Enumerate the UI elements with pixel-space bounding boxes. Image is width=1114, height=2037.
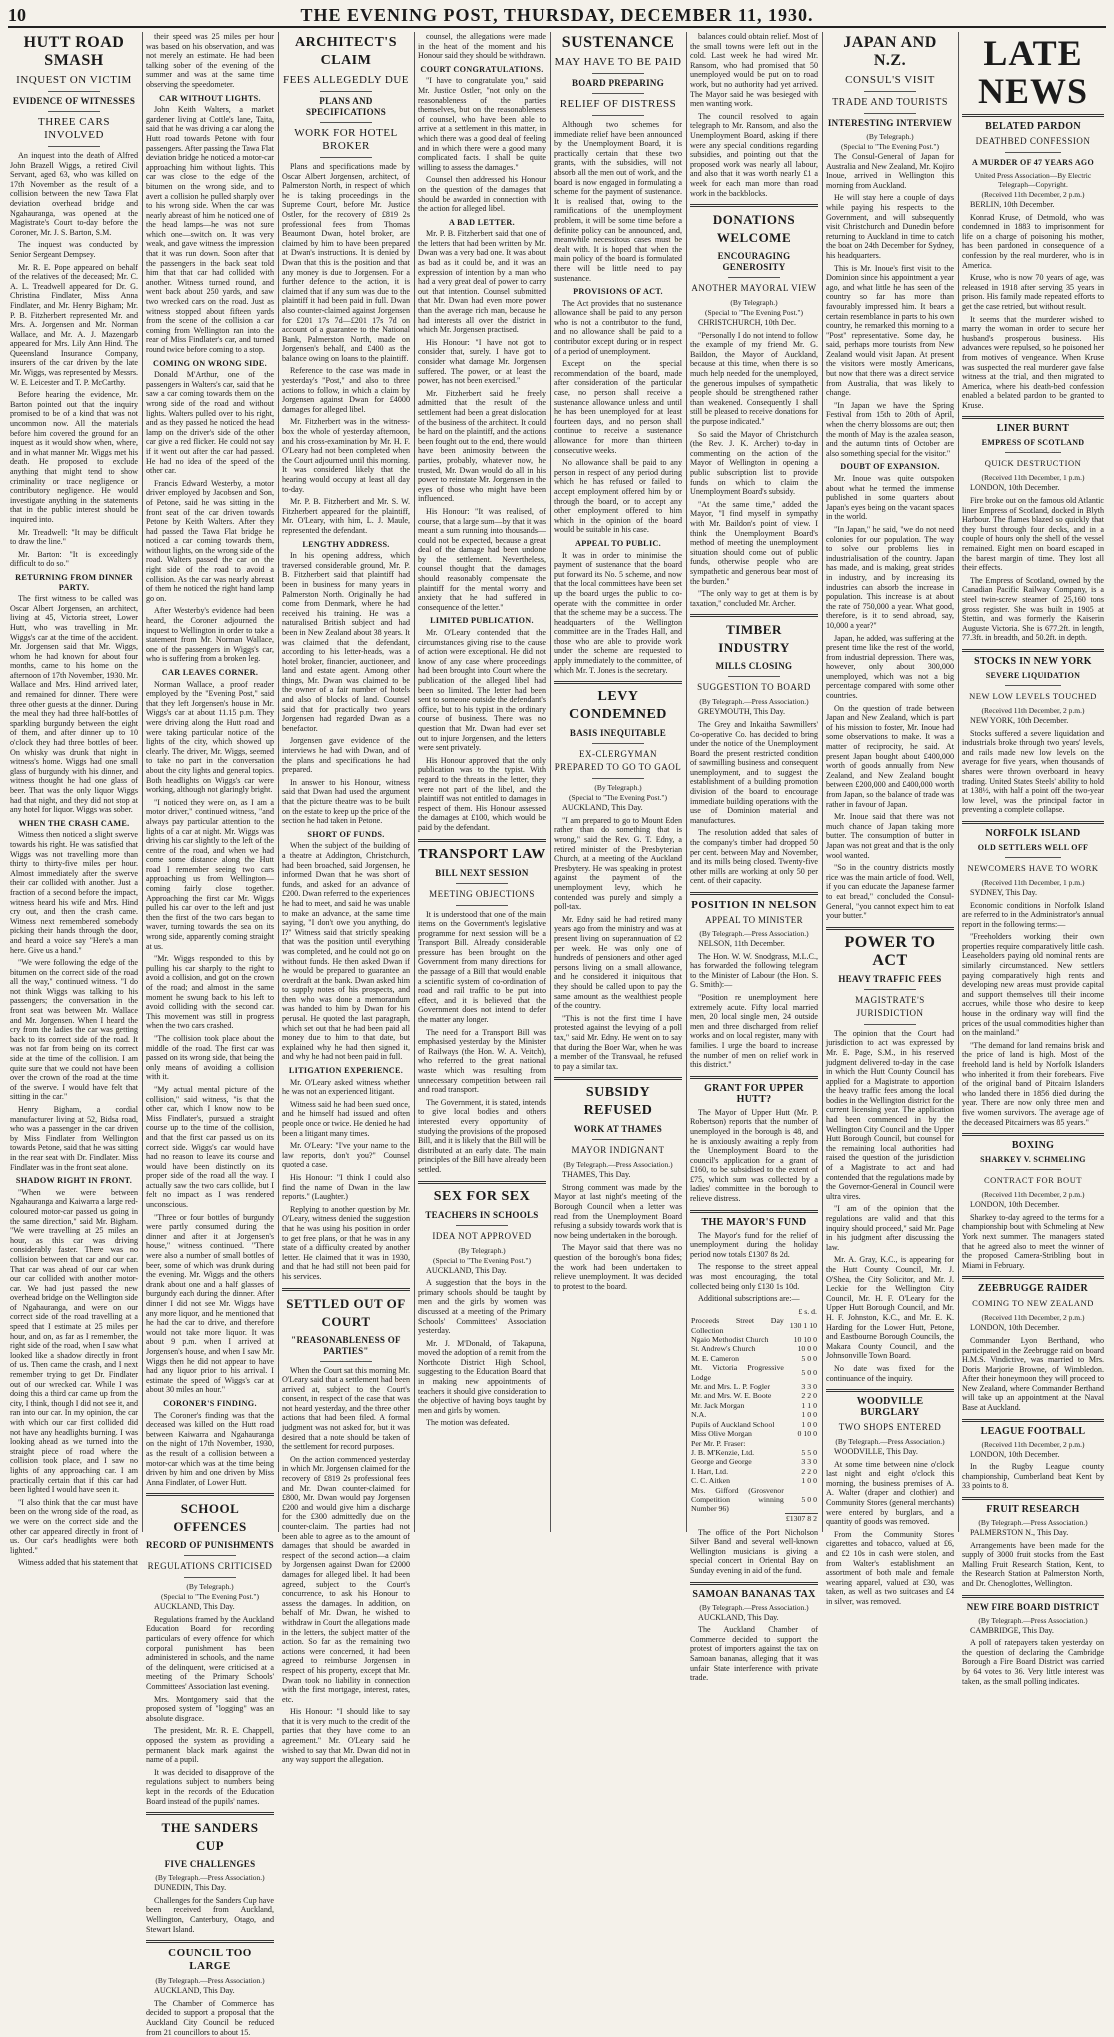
deck: MAYOR INDIGNANT <box>571 1145 665 1156</box>
table-row: Miss Olive Morgan 0 10 0 <box>691 1429 817 1439</box>
paragraph: No allowance shall be paid to any person in respect of any period during which he has refused or failed to accept employment offered him by or through the board, or to accept any other employment offered to him which in the opinion of the board would be suitable in his case. <box>554 458 682 535</box>
subheading: DOUBT OF EXPANSION. <box>840 462 940 472</box>
paragraph: Arrangements have been made for the supply of 3000 fruit stocks from the East Malling Fruit Research Station, Kent, to the Research Station at Palmerston North, and Dr. Chenoglottes, Wellington. <box>962 1540 1104 1588</box>
byline: (By Telegraph.) <box>186 1582 234 1592</box>
byline: (By Telegraph.) <box>866 132 914 141</box>
subheading: PROVISIONS OF ACT. <box>573 287 663 297</box>
paragraph: The Coroner's finding was that the deceased was killed on the Hutt road between Kaiwarra and Ngahauranga on the night of 17th November, 1930, as the result of a collision between a motor-car which was at the time being driven by him and one driven by Miss Anna Findlater, of Lower Hutt. <box>146 1410 274 1487</box>
dateline: (Received 11th December, 2 p.m.) <box>981 705 1085 715</box>
subheading: LIMITED PUBLICATION. <box>430 616 534 626</box>
table-row: Proceeds Street Day Collection 130 1 10 <box>691 1316 817 1335</box>
paragraph: PALMERSTON N., This Day. <box>970 1528 1069 1538</box>
paragraph: Mr. Barton: "It is exceedingly difficult to do so." <box>10 549 138 569</box>
paragraph: The first witness to be called was Oscar Albert Jorgensen, an architect, living at 45, Victoria street, Lower Hutt, who was travelling in Mr. Wiggs's car at the time of the accident. Mr. Jorgensen said that Mr. Wiggs, whom he had known for about four months, came to his home on the afternoon of 17th November, 1930. Mr. Wallace and Mrs. Hind arrived later, and remained for dinner. There were three other guests at the dinner. During the meal they had three half-bottles of sparkling burgundy between the eight of them, and after dinner up to 10 o'clock they had three bottles of beer. On whisky was drunk that night in witness's home. Wiggs had one small glass of burgundy with his dinner, and witness thought he had one glass of beer. That was the only liquor Wiggs had that night, and they did not stop at any hotel for liquor. Wiggs was sober. <box>10 594 138 815</box>
deck: FEES ALLEGEDLY DUE <box>282 74 410 86</box>
deck: FIVE CHALLENGES <box>164 1859 256 1870</box>
paragraph: The opinion that the Court had jurisdiction to act was expressed by Mr. E. Page, S.M., in his reserved judgment delivered to-day in the case in which the Hutt County Council has applied for a Magistrate to apportion the heavy traffic fees among the local bodies in the Wellington district for the current licensing year. The application had been commenced in by the Wellington City Council and the Upper Hutt Borough Council, but counsel for the remaining local authorities had raised the question of the jurisdiction of a Magistrate to act and had contended that the regulations made by the Governor-General in Council were ultra vires. <box>826 1028 954 1201</box>
headline-donations-welcome: DONATIONS WELCOME <box>712 212 796 246</box>
table-row: Ngaio Methodist Church 10 10 0 <box>691 1335 817 1345</box>
headline-transport-law: TRANSPORT LAW <box>418 846 546 862</box>
paragraph: The Consul-General of Japan for Australia and New Zealand, Mr. Kojiro Inoue, arrived in Wellington this morning from Auckland. <box>826 152 954 190</box>
paragraph: When the subject of the building of a theatre at Addington, Christchurch, had been broached, said Jorgensen, he informed Dwan that he was short of funds, and asked for an advance of £200. Dwan referred to the experiences he had to meet, and said he was unable to make an advance, at the same time saying, "I don't owe you anything, do I?" Witness said that strictly speaking that was the position until everything was completed, and he could not go on without funds. He then asked Dwan if he would be prepared to guarantee an overdraft at the bank. Dwan asked him to supply notes of his prospects, and then who was done a memorandum was handed to him by Dwan for his perusal. He quoted the last paragraph, which set out that he had been paid all money due to him to that date, but explained why he had then signed it, and why he had not been paid in full. <box>282 841 410 1062</box>
deck: TWO SHOPS ENTERED <box>838 1422 942 1433</box>
deck: MAGISTRATE'S JURISDICTION <box>855 994 925 1018</box>
deck: ENCOURAGING GENEROSITY <box>717 251 791 273</box>
headline-sex-for-sex: SEX FOR SEX <box>433 1188 531 1204</box>
subheading: APPEAL TO PUBLIC. <box>574 538 661 548</box>
deck: REGULATIONS CRITICISED <box>147 1561 273 1572</box>
paragraph: Mr. R. E. Pope appeared on behalf of the relatives of the deceased; Mr. C. A. L. Treadwell appeared for Dr. G. Christina Findlater, Miss Anna Findlater, and Mr. Henry Bigham; Mr. P. B. Fitzherbert represented Mr. and Mrs. A. Jorgensen and Mr. Norman Wallace, and Mr. A. J. Mazengarb appeared for Mrs. Lily Ann Hind. The Queensland Insurance Company, insurers of the car driven by the late Mr. Wiggs, was represented by Messrs. W. E. Leicester and T. P. McCarthy. <box>10 262 138 387</box>
headline-new-fire-board-district: NEW FIRE BOARD DISTRICT <box>966 1601 1100 1612</box>
headline-subsidy-refused: SUBSIDY REFUSED <box>583 1085 653 1119</box>
headline-fruit-research: FRUIT RESEARCH <box>986 1504 1080 1516</box>
subheading: SHADOW RIGHT IN FRONT. <box>15 1176 133 1186</box>
paragraph: Although two schemes for immediate relief have been announced by the Unemployment Board, it is practically certain that these two grants, with the subsidies, will not absorb all the men out of work, and the board is now engaged in formulating a scheme for the payment of sustenance. It is realised that, owing to the ramifications of the unemployment problem, it will be some time before a definite policy can be announced, and, meanwhile necessitous cases must be dealt with. It is hoped that when the main policy of the board is formulated there will be little need to pay sustenance. <box>554 120 682 283</box>
paragraph: Henry Bigham, a cordial manufacturer living at 52, Bidsa road, who was a passenger in the car driven by Miss Findlater from Wellington towards Petone, said that he was sitting in the rear seat with Dr. Findlater. Miss Findlater was in the front seat alone. <box>10 1105 138 1172</box>
paragraph: "We were following the edge of the bitumen on the correct side of the road all the way," continued witness. "I do not think Wiggs was talking to his passengers; the conversation in the front seat was between Mr. Wallace and Mr. Jorgensen. When I heard the cry from the ladies the car was getting back to its correct side of the road. It was not far from being on its correct side at the time of the collision. I am quite sure that we could not have been over the crown of the road at the time of the swerve. I would have felt that sitting in the car." <box>10 958 138 1102</box>
paragraph: "At the same time," added the Mayor, "I find myself in sympathy with Mr. Baildon's point of view. I think the Unemployment Board's method of meeting the unemployment situation should come out of public funds, otherwise people who are sympathetic and generous bear most of the burden." <box>690 499 818 586</box>
paragraph: "I also think that the car must have been on the wrong side of the road, as we were on the correct side and the other car appeared directly in front of us. Our car's headlights were both lighted." <box>10 1497 138 1555</box>
headline-levy-condemned: LEVY CONDEMNED <box>569 689 667 723</box>
paragraph: The resolution added that sales of the company's timber had dropped 50 per cent. between May and November, and its mills being closed. Twenty-five other mills are working at only 50 per cent. of their capacity. <box>690 828 818 886</box>
column-7 <box>826 32 954 1606</box>
paragraph: Konrad Kruse, of Detmold, who was condemned in 1883 to imprisonment for life on a charge of poisoning his mother, has been pardoned in consequence of a confession by the real murderer, who is in America. <box>962 212 1104 270</box>
byline: (By Telegraph.—Press Association.) <box>699 697 809 707</box>
paragraph: counsel, the allegations were made in the heat of the moment and his Honour said they should be withdrawn. <box>418 32 546 61</box>
paragraph: Witness added that his statement that <box>18 1558 138 1568</box>
byline: (Special to "The Evening Post.") <box>841 142 939 151</box>
headline-league-football: LEAGUE FOOTBALL <box>980 1425 1086 1437</box>
dateline: (Received 11th December, 2 p.m.) <box>981 190 1085 199</box>
paragraph: Mr. Inoue said that there was not much chance of Japan taking more butter. The consumption of butter in Japan was not great and that is the only wool wanted. <box>826 812 954 860</box>
paragraph: "In Japan we have the Spring Festival from 15th to 20th of April, when the cherry blossoms are out; then the month of May is the azalea season, and the autumn tints of October are also something special for the visitor." <box>826 400 954 458</box>
headline-zeebrugge-raider: ZEEBRUGGE RAIDER <box>977 1283 1089 1295</box>
subheading: CAR LEAVES CORNER. <box>161 668 259 677</box>
paragraph: Witness then noticed a slight swerve towards his right. He was satisfied that Wiggs was not travelling more than thirty to thirty-five miles per hour. Almost immediately after the swerve their car collided with another. Just a fraction of a second before the impact, witness heard his wife and Mrs. Hind cry out, and then the crash came. Witness next remembered somebody picking their hands through the door, and heard a voice say "Here's a man here. Give us a hand." <box>10 830 138 955</box>
paragraph: Stocks suffered a severe liquidation and industrials broke through two years' levels, and rails made new low levels on the average for five years, when thousands of shares were thrown overboard in heavy trading. United States Steels' ability to hold at 138½, with half a point off the two-year low level, was the principal factor in preventing a complete collapse. <box>962 728 1104 815</box>
paragraph: LONDON, 10th December. <box>970 1200 1060 1210</box>
paragraph: "The collision took place about the middle of the road. The first car was passed on its wrong side, that being the only means of avoiding a collision with it. <box>146 1033 274 1082</box>
paragraph: Mr. P. B. Fitzherbert said that one of the letters that had been written by Mr. Dwan was a very bad one. It was about as bad as it could be, and it was an expression of intention by a man who had a very great deal of power to carry out that intention. Counsel submitted that Mr. Dwan had even more power than the average rich man, because he had interests all over the district in which Mr. Jorgensen practised. <box>418 229 546 335</box>
paragraph: A suggestion that the boys in the primary schools should be taught by men and the girls by women was discussed at a meeting of the Primary Schools' Committees' Association yesterday. <box>418 1278 546 1336</box>
byline: (By Telegraph.) <box>458 1245 506 1255</box>
deck: EMPRESS OF SCOTLAND <box>981 438 1085 448</box>
paragraph: "Three or four bottles of burgundy were partly consumed during the dinner and after it at Jorgensen's house," witness continued. "There were also a number of small bottles of beer, some of which was drunk during the evening. Mr. Wiggs and the others drank about one and a half glasses of burgundy each during the dinner. After dinner I did not see Mr. Wiggs have any more liquor, and he mentioned that he had the car to drive, and therefore would not take more liquor. It was about 9 p.m. when I arrived at Jorgensen's house, and when I saw Mr. Wiggs then he did not appear to have had any liquor prior to his arrival. I estimate the speed of Wiggs's car at about 30 miles an hour." <box>146 1212 274 1395</box>
paragraph: Economic conditions in Norfolk Island are referred to in the Administrator's annual report in the following terms:— <box>962 900 1104 929</box>
headline-settled-out-of-court: SETTLED OUT OF COURT <box>286 1295 406 1329</box>
paragraph: "This is not the first time I have protested against the levying of a poll tax," said Mr. Edny. He went on to say that during the Boer War, when he was a member of the Transvaal, he refused to pay a similar tax. <box>554 1013 682 1071</box>
deck: A MURDER OF 47 YEARS AGO <box>972 158 1094 167</box>
deck: TRADE AND TOURISTS <box>832 97 948 108</box>
paragraph: AUCKLAND, This Day. <box>154 1986 235 1996</box>
subheading: LENGTHY ADDRESS. <box>302 539 390 549</box>
table-row: Mr. Jack Morgan 1 1 0 <box>691 1400 817 1410</box>
deck: SUGGESTION TO BOARD <box>697 682 811 693</box>
paragraph: "Mr. Wiggs responded to this by pulling his car sharply to the right to avoid a collision, and got on the crown of the road; and almost in the same moment he swung back to his left to avoid colliding with the second car. This movement was still in progress when the two cars crashed. <box>146 954 274 1031</box>
table-row: Mr. and Mrs. W. E. Boote 2 2 0 <box>691 1391 817 1401</box>
subheading: COURT CONGRATULATIONS. <box>420 64 544 74</box>
byline: United Press Association—By Electric Telegraph—Copyright. <box>974 171 1092 189</box>
masthead <box>8 4 1106 28</box>
paragraph: LONDON, 10th December. <box>970 1323 1060 1333</box>
paragraph: When the Court sat this morning Mr. O'Leary said that a settlement had been arrived at, subject to the Court's consent, in respect of the case that was not heard yesterday, and the three other actions that had been filed. A formal judgment was not asked for, but it was desired that a note should be taken of the settlement for record purposes. <box>282 1365 410 1452</box>
headline-architects-claim: ARCHITECT'S CLAIM <box>295 35 397 68</box>
paragraph: Additional subscriptions are:— <box>698 1294 800 1304</box>
column-8-late-news <box>962 32 1104 1686</box>
dateline: (Received 11th December, 2 p.m.) <box>981 1439 1085 1449</box>
table-row: Mrs. Gifford (Grosvenor Competition winning Number 96) 5 0 0 <box>691 1485 817 1514</box>
byline: (Special to "The Evening Post.") <box>433 1255 531 1265</box>
paragraph: Mr. Fitzherbert was in the witness-box the whole of yesterday afternoon, and his cross-examination by Mr. H. F. O'Leary had not been completed when the Court adjourned until this morning. It was considered likely that the hearing would occupy at least all day to-day. <box>282 417 410 494</box>
table-total: £1307 8 2 <box>785 1514 817 1524</box>
table-row: M. E. Cameron 5 0 0 <box>691 1353 817 1363</box>
deck: WORK AT THAMES <box>573 1124 663 1135</box>
table-row: J. B. M'Kenzie, Ltd. 5 5 0 <box>691 1447 817 1457</box>
paragraph: It is understood that one of the main items on the Government's legislative programme for next session will be a Transport Bill. Already considerable pressure has been brought on the Government from many directions for the passage of a Bill that would enable a scientific system of co-ordination of road and rail traffic to be put into effect, and it is believed that the Government does not intend to defer the matter any longer. <box>418 909 546 1025</box>
paragraph: The need for a Transport Bill was emphasised yesterday by the Minister of Railways (the Hon. W. A. Veitch), who referred to the great national waste which was resulting from unnecessary competition between rail and road transport. <box>418 1027 546 1095</box>
subheading: LITIGATION EXPERIENCE. <box>288 1066 404 1076</box>
paragraph: balances could obtain relief. Most of the small towns were left out in the cold. Last week he had wired Mr. Ransom, who had promised that 50 unemployed would be put on to road work, but no authority had yet arrived. The Mayor said he was besieged with men wanting work. <box>690 32 818 109</box>
paragraph: The Government, it is stated, intends to give local bodies and others interested every opportunity of studying the provisions of the proposed Bill, and it is likely that the Bill will be distributed at an early date. The main principles of the Bill have already been settled. <box>418 1097 546 1174</box>
paragraph: Strong comment was made by the Mayor at last night's meeting of the Borough Council when a letter was read from the Unemployment Board refusing a subsidy towards work that is now being undertaken in the borough. <box>554 1182 682 1240</box>
deck: MEETING OBJECTIONS <box>429 888 535 899</box>
subheading: CAR WITHOUT LIGHTS. <box>159 93 261 103</box>
paragraph: AUCKLAND, This Day. <box>426 1265 507 1275</box>
paragraph: Donald M'Arthur, one of the passengers in Walters's car, said that he saw a car coming towards them on the wrong side of the road and without lights. Walters pulled over to his right, and as they passed he noticed the head lamp on the driver's side of the other car give a red flicker. He could not say if it went out after the car had passed. He had no idea of the speed of the other car. <box>146 370 274 476</box>
paragraph: Mrs. Montgomery said that the proposed system of "logging" was an absolute disgrace. <box>146 1694 274 1723</box>
deck: QUICK DESTRUCTION <box>984 458 1082 469</box>
paragraph: Replying to another question by Mr. O'Leary, witness denied the suggestion that he was using his position in order to get free plans, or that he was in any state of a difficulty created by another letter. He claimed that it was in 1930, and that he had still not been paid for his services. <box>282 1204 410 1281</box>
paragraph: Fire broke out on the famous old Atlantic liner Empress of Scotland, docked in Blyth Harbour. The flames blazed so quickly that they burst through four decks, and in a couple of hours only the shell of the vessel remained. Eight men on board escaped in the barest margin of time. They lost all their effects. <box>962 496 1104 573</box>
paragraph: AUCKLAND, This Day. <box>698 1612 779 1622</box>
paragraph: At some time between nine o'clock last night and eight o'clock this morning, the business premises of A. A. Walter (draper and clothier) and Community Stores (general merchants) were entered by burglars, and a quantity of goods was removed. <box>826 1459 954 1527</box>
paragraph: Japan, he added, was suffering at the present time like the rest of the world, from industrial depression. There was, however, only about 300,000 unemployed, which was not a big percentage compared with some other countries. <box>826 633 954 701</box>
dateline: (Received 11th December, 2 p.m.) <box>981 1190 1085 1200</box>
paragraph: "I have to congratulate you," said Mr. Justice Ostler, "not only on the reasonableness of the parties themselves, but on the reasonableness of counsel, who have been able to arrive at a settlement in this matter, in which there was a good deal of feeling and in which there were a good many complicated facts. I shall be quite willing to assess the damages." <box>418 76 546 172</box>
deck: DEATHBED CONFESSION <box>975 136 1091 146</box>
headline-timber-industry: TIMBER INDUSTRY <box>718 622 790 656</box>
paragraph: The Chamber of Commerce has decided to support a proposal that the Auckland City Council be reduced from 21 councillors to about 15. <box>146 1998 274 2037</box>
table-row: St. Andrew's Church 10 0 0 <box>691 1344 817 1354</box>
paragraph: The Auckland Chamber of Commerce decided to support the protest of importers against the tax on Samoan bananas, alleging that it was unfair State interference with private trade. <box>690 1625 818 1683</box>
deck: COMING TO NEW ZEALAND <box>972 1298 1094 1309</box>
paragraph: The Grey and Inkaitha Sawmillers' Co-operative Co. has decided to bring under the notice of the Unemployment Board the present restricted condition of sawmilling business and consequent unemployment, and to suggest the establishment of a building promotion division of the board to encourage immediate building operations with the use of Dominion material and manufactures. <box>690 719 818 825</box>
dateline: (Received 11th December, 1 p.m.) <box>981 877 1085 887</box>
headline-japan-and-nz: JAPAN AND N.Z. <box>843 34 937 69</box>
deck: MAY HAVE TO BE PAID <box>554 56 682 68</box>
newspaper-title: THE EVENING POST, THURSDAY, DECEMBER 11, 1930. <box>300 5 814 25</box>
byline: (By Telegraph.—Press Association.) <box>699 929 809 938</box>
table-row: N.A. 1 0 0 <box>691 1410 817 1420</box>
deck: OLD SETTLERS WELL OFF <box>977 842 1089 852</box>
headline-hutt-road-smash: HUTT ROAD SMASH <box>23 34 125 69</box>
paragraph: "So in the country districts mostly rice was the main article of food. Well, if you can educate the Japanese farmer to eat bread," concluded the Consul-General, "you cannot expect him to eat your butter." <box>826 863 954 921</box>
byline: (By Telegraph.—Press Association.) <box>155 1976 265 1986</box>
page-number: 10 <box>8 5 26 25</box>
deck: NEWCOMERS HAVE TO WORK <box>967 862 1099 873</box>
deck: RELIEF OF DISTRESS <box>559 98 677 110</box>
paragraph: LONDON, 10th December. <box>970 1449 1060 1459</box>
paragraph: His Honour approved that the only publication was to the typist. With regard to the threats in the letter, they were not part of the libel, and the plaintiff was not entitled to damages in respect of them. His Honour assessed the damages at £100, which would be paid by the defendant. <box>418 755 546 832</box>
deck: EVIDENCE OF WITNESSES <box>12 96 136 106</box>
headline-boxing: BOXING <box>1011 1140 1055 1152</box>
paragraph: The Hon. W. W. Snodgrass, M.L.C., has forwarded the following telegram to the Minister of Labour (the Hon. S. G. Smith):— <box>690 951 818 990</box>
paragraph: Norman Wallace, a proof reader employed by the "Evening Post," said that they left Jorgensen's house in Mr. Wiggs's car at about 11.15 p.m. They were driving along the Hutt road and were taking particular notice of the lights of the city, which showed up clearly. The driver, Mr. Wiggs, seemed to take no part in the conversation about the city lights and general topics. Both headlights on Wiggs's car were working, although not glaringly bright. <box>146 679 274 795</box>
headline-samoan-bananas-tax: SAMOAN BANANAS TAX <box>692 1588 816 1600</box>
paragraph: "The only way to get at them is by taxation," concluded Mr. Archer. <box>690 589 818 608</box>
paragraph: The president, Mr. R. E. Chappell, opposed the system as providing a permanent black mark against the name of a pupil. <box>146 1726 274 1765</box>
paragraph: Mr. Fitzherbert said he freely admitted that the result of the settlement had been a great dislocation of the business of the architect. It could be hard on the plaintiff, and the actions been fought out to the end, there would have been animosity between the parties, probably, whatever now, he trusted, Mr. Dwan would do all in his power to reinstate Mr. Jorgensen in the eyes of those who might have been influenced. <box>418 388 546 504</box>
subscriptions-table <box>690 1307 818 1524</box>
deck: BILL NEXT SESSION <box>435 867 529 878</box>
headline-power-to-act: POWER TO ACT <box>844 933 936 969</box>
deck: BASIS INEQUITABLE <box>569 728 667 739</box>
deck: INQUEST ON VICTIM <box>16 74 132 86</box>
headline-grant-for-upper-hutt: GRANT FOR UPPER HUTT? <box>704 1082 804 1105</box>
paragraph: Regulations framed by the Auckland Education Board for recording particulars of every offence for which corporal punishment has been administered in schools, and the name of the delinquent, were criticised at a meeting of the Primary Schools' Committees' Association last evening. <box>146 1614 274 1692</box>
paragraph: "I noticed they were on, as I am a motor driver," continued witness, "and always pay particular attention to the lights of a car at night. Mr. Wiggs was driving his car slightly to the left of the centre of the road, and when we had come some distance along the Hutt road I remember seeing two cars approaching us from Wellington—coming fairly close together. Approaching the first car Mr. Wiggs pulled his car over to the left and just then the first of the two cars began to waver, turning towards the sea on its wrong side, apparently coming straight at us. <box>146 797 274 951</box>
headline-norfolk-island: NORFOLK ISLAND <box>985 827 1081 839</box>
headline-sustenance: SUSTENANCE <box>561 34 675 51</box>
paragraph: His Honour: "I think I could also find the name of Dwan in the law reports." (Laughter.) <box>282 1172 410 1202</box>
paragraph: Mr. Inoue was quite outspoken about what he termed the immense published in some quarters about Japan's eyes being on the vacant spaces in the world. <box>826 474 954 522</box>
deck: SEVERE LIQUIDATION <box>985 670 1081 680</box>
paragraph: It was in order to minimise the payment of sustenance that the board put forward its No. 5 scheme, and now that the local committees have been set up the board urges the public to co-operate with the committee in order that the scheme may be a success. The headquarters of the Wellington committee are in the Trades Hall, and those who are able to provide work under the scheme are requested to apply immediately to the committee, of which Mr. T. Jones is the secretary. <box>554 550 682 675</box>
deck: WORK FOR HOTEL BROKER <box>294 127 398 152</box>
deck: THREE CARS INVOLVED <box>38 116 110 141</box>
paragraph: Except on the special recommendation of the board, made after consideration of the particular case, no person shall receive a sustenance allowance unless and until he has been unemployed for at least fourteen days, and no person shall continue to receive a sustenance allowance for more than thirteen consecutive weeks. <box>554 359 682 455</box>
deck: INTERESTING INTERVIEW <box>827 118 953 128</box>
headline-stocks-in-new-york: STOCKS IN NEW YORK <box>974 655 1092 667</box>
headline-belated-pardon: BELATED PARDON <box>985 121 1081 132</box>
dateline: (Received 11th December, 1 p.m.) <box>981 473 1085 483</box>
subheading: COMING ON WRONG SIDE. <box>153 358 267 368</box>
paragraph: BERLIN, 10th December. <box>970 200 1055 209</box>
headline-woodville-burglary: WOODVILLE BURGLARY <box>856 1396 924 1419</box>
paragraph: "Freeholders working their own properties require comparatively little cash. Leaseholders paying old nominal rents are similarly circumstanced. New settlers paying comparatively high rents and developing new areas must provide capital and support themselves till their income accrues, while those who desire to keep house in the ordinary way will find the prices of the usual commodities higher than on the mainland." <box>962 932 1104 1038</box>
paragraph: John Keith Walters, a market gardener living at Cottle's lane, Taita, said that he was driving a car along the Hutt road towards Petone with four passengers. After passing the Tawa Flat deviation bridge he noticed a motor-car approaching him without lights. This car was close to the edge of the bitumen on the wrong side, and to avert a collision he pulled sharply over to his wrong side. When the car was nearly abreast of him he noticed one of the head lamps—he was not sure which one—switch on. It was very weak, and gave witness the impression that it was run down. Soon after that the passengers in the back seat told him that that car had collided with another. Witness turned round, and went back about 250 yards, and saw two wrecked cars on the road. Just as witness stopped about fifteen yards from the scene of the collision a car coming from Wellington ran into the rear of Miss Findlater's car, and turned round twice before coming to a stop. <box>146 105 274 354</box>
table-row: Pupils of Auckland School 1 0 0 <box>691 1419 817 1429</box>
table-row: I. Hart, Ltd. 2 2 0 <box>691 1466 817 1476</box>
paragraph: Mr. A. Gray, K.C., is appearing for the Hutt County Council, Mr. J. O'Shea, the City Solicitor, and Mr. J. Leckie for the Wellington City Council, Mr. H. F. O'Leary for the Upper Hutt Borough Council, and Mr. H. F. Johnston, K.C., and Mr. E. K. Harding for the Lower Hutt, Petone, and Eastbourne Borough Councils, the Makara County Council, and the Johnsonville Town Board. <box>826 1255 954 1361</box>
paragraph: "I am prepared to go to Mount Eden rather than do something that is wrong," said the Rev. G. T. Edny, a retired minister of the Presbyterian Church, at a meeting of the Auckland Presbytery. He was speaking in protest against the payment of the unemployment levy, which he contended was purely and simply a poll-tax. <box>554 815 682 912</box>
paragraph: The office of the Port Nicholson Silver Band and several well-known Wellington musicians is giving a special concert in Oriental Bay on Sunday evening in aid of the fund. <box>690 1527 818 1576</box>
paragraph: "My actual mental picture of the collision," said witness, "is that the other car, which I know now to be Miss Findlater's, pursued a straight course up to the time of the collision, and that the first car passed us on its correct side. Wiggs's car would have had no reason to leave its course and would have been distinctly on its proper side of the road all the way. I actually saw the two cars collide, but I felt no impact as I was rendered unconscious. <box>146 1084 274 1210</box>
paragraph: SYDNEY, This Day. <box>970 887 1038 897</box>
table-row: George and George 3 3 0 <box>691 1457 817 1467</box>
paragraph: Mr. P. B. Fitzherbert and Mr. S. W. Fitzherbert appeared for the plaintiff, Mr. O'Leary, with him, L. J. Maule, represented the defendant. <box>282 497 410 535</box>
paragraph: "Position re unemployment here extremely acute. Fifty local married men, 20 local single men, 24 outside men and three discharged from relief works and on local register, many with families. I urge the board to increase the number of men on relief work in this district." <box>690 992 818 1070</box>
paragraph: Counsel then addressed his Honour on the question of the damages that should be awarded in connection with the action for alleged libel. <box>418 175 546 214</box>
paragraph: Challenges for the Sanders Cup have been received from Auckland, Wellington, Canterbury, Otago, and Stewart Island. <box>146 1895 274 1934</box>
byline: (By Telegraph.) <box>730 298 778 308</box>
byline: (Special to "The Evening Post.") <box>161 1592 259 1602</box>
headline-liner-burnt: LINER BURNT <box>996 423 1070 435</box>
paragraph: Mr. O'Leary contended that the circumstances giving rise to the cause of action were exceptional. He did not know of any case where proceedings had been brought into Court where the publication of the alleged libel had been so limited. The letter had been sent to someone outside the defendant's office, but to his typist in the ordinary course of business. There was no question that Mr. Dwan had ever set out to injure Jorgensen, and the letters were sent privately. <box>418 628 547 753</box>
deck: IDEA NOT APPROVED <box>432 1230 532 1241</box>
paragraph: The Mayor's fund for the relief of unemployment during the holiday period now totals £1307 8s 2d. <box>690 1230 818 1259</box>
paragraph: The Mayor of Upper Hutt (Mr. P. Robertson) reports that the number of unemployed in the borough is 48, and he is anxiously awaiting a reply from the Unemployment Board to the council's application for a grant of £160, to be subsidised to the extent of £75, which sum was collected by a ladies' committee in the borough to relieve distress. <box>690 1107 818 1204</box>
paragraph: AUCKLAND, This Day. <box>154 1602 235 1612</box>
paragraph: The Empress of Scotland, owned by the Canadian Pacific Railway Company, is a steel twin-screw steamer of 25,160 tons gross register. She was built in 1905 at Stettin, and was formerly the Kaiserin Auguste Victoria. She is 677.2ft. in length, 77.3ft. in breadth, and 50.2ft. in depth. <box>962 575 1104 643</box>
paragraph: This is Mr. Inoue's first visit to the Dominion since his appointment a year ago, and what little he has seen of the country so far has more than favourably impressed him. It bears a certain resemblance in parts to his own country, he remarked this morning to a "Post" representative. Some day, he said, perhaps more tourists from New Zealand would visit Japan. At present the visitors were mostly Americans, but now that there was a direct service from Australia, that was likely to change. <box>826 263 954 398</box>
paragraph: No date was fixed for the continuance of the inquiry. <box>826 1363 954 1383</box>
column-6 <box>690 32 818 1683</box>
subheading: CORONER'S FINDING. <box>163 1398 257 1408</box>
paragraph: Mr. O'Leary: "I've your name to the law reports, don't you?" Counsel quoted a case. <box>282 1141 410 1170</box>
byline: (By Telegraph.—Press Association.) <box>978 1518 1088 1528</box>
byline: (By Telegraph.—Press Association.) <box>978 1615 1088 1625</box>
headline-sanders-cup: THE SANDERS CUP <box>161 1820 259 1854</box>
paragraph: CAMBRIDGE, This Day. <box>970 1625 1054 1635</box>
paragraph: Kruse, who is now 70 years of age, was released in 1918 after serving 35 years in prison. His family made repeated efforts to get the case retried, but without result. <box>962 273 1104 311</box>
paragraph: The inquest was conducted by Senior Sergeant Dempsey. <box>10 240 138 259</box>
paragraph: It seems that the murderer wished to marry the woman in order to secure her husband's prosperous business. His advances were repulsed, so he poisoned her from motives of vengeance. When Kruse was suspected the real murderer gave false witness at the trial, and then migrated to America, where his death-bed confession enabled a belated pardon to be granted to Kruse. <box>962 314 1104 410</box>
deck: NEW LOW LEVELS TOUCHED <box>969 690 1097 701</box>
deck: BOARD PREPARING <box>571 78 665 88</box>
byline: (By Telegraph.) <box>594 783 642 793</box>
column-1 <box>10 32 138 1568</box>
paragraph: The motion was defeated. <box>426 1418 510 1428</box>
deck: SHARKEY V. SCHMELING <box>980 1155 1086 1165</box>
paragraph: "In Japan," he said, "we do not need colonies for our population. The way to solve our problems lies in industrialisation of the country. Japan has made, and is making, great strides in industry, and by increasing its industries can absorb the increase in population. This increase is at about the rate of 750,000 a year. What good, therefore, is it to send abroad, say, 10,000 a year?" <box>826 524 954 630</box>
paragraph: "Personally I do not intend to follow the example of my friend Mr. G. Baildon, the Mayor of Auckland, because at this time, when there is so much help needed for the unemployed, the generous impulses of sympathetic people should be strengthened rather than weakened. Consequently I shall still be pleased to receive donations for the purpose indicated." <box>690 330 818 427</box>
table-row: Mr. and Mrs. L. P. Fogler 3 3 0 <box>691 1382 817 1392</box>
paragraph: WOODVILLE, This Day. <box>834 1447 918 1457</box>
table-header: £ s. d. <box>798 1306 817 1316</box>
headline-position-in-nelson: POSITION IN NELSON <box>691 899 817 911</box>
paragraph: Jorgensen gave evidence of the interviews he had with Dwan, and of the plans and specifications he had prepared. <box>282 736 410 775</box>
subheading: A BAD LETTER. <box>448 217 515 227</box>
paragraph: After Westerby's evidence had been heard, the Coroner adjourned the inquest to Wellington in order to take a statement from Mr. Norman Wallace, one of the passengers in Wiggs's car, who is suffering from a broken leg. <box>146 606 274 664</box>
paragraph: Mr. Treadwell: "It may be difficult to draw the line." <box>10 527 138 547</box>
paragraph: The Act provides that no sustenance allowance shall be paid to any person who is not a contributor to the fund, and no allowance shall be paid to a contributor except during or in respect of a period of unemployment. <box>554 298 682 356</box>
byline: (By Telegraph.—Press Association.) <box>699 1602 809 1612</box>
deck: MILLS CLOSING <box>715 661 793 672</box>
deck: EX-CLERGYMAN PREPARED TO GO TO GAOL <box>554 749 682 773</box>
deck: TEACHERS IN SCHOOLS <box>425 1209 539 1220</box>
deck: "REASONABLENESS OF PARTIES" <box>291 1334 401 1356</box>
paragraph: NEW YORK, 10th December. <box>970 715 1069 725</box>
paragraph: GREYMOUTH, This Day. <box>698 707 786 717</box>
paragraph: NELSON, 11th December. <box>698 939 785 948</box>
column-5 <box>554 32 682 1532</box>
paragraph: Mr. O'Leary asked witness whether he was not an experienced litigant. <box>282 1077 410 1097</box>
paragraph: Sharkey to-day agreed to the terms for a championship bout with Schmeling at New York next summer. The managers stated that he agreed also to meet the winner of the proposed Camera-Stribling bout in Miami in February. <box>962 1212 1104 1270</box>
paragraph: Plans and specifications made by Oscar Albert Jorgensen, architect, of Palmerston North, in respect of which he is taking proceedings in the Supreme Court, before Mr. Justice Ostler, for the recovery of £819 2s professional fees from Thomas Beaumont Dwan, hotel broker, are claimed by him to have been prepared at Dwan's instructions. It is denied by Dwan that this is the position and that any money is due to Jorgensen. For a further defence to the action, it is claimed that if any sum was due to the plaintiff it had been paid in full. Dwan also counter-claimed against Jorgensen for £201 17s 7d—£201 17s 7d on account of a guarantee to the National Bank, Palmerston North, made on Jorgensen's behalf, and £400 as the balance owing on loans to the plaintiff. <box>282 162 410 363</box>
subheading: RETURNING FROM DINNER PARTY. <box>15 572 133 592</box>
column-3 <box>282 32 410 1765</box>
deck: CONSUL'S VISIT <box>845 74 935 86</box>
paragraph: Francis Edward Westerby, a motor driver employed by Jacobsen and Son, of Petone, said he was sitting in the front seat of the car driven towards Petone by Keith Walters. After they had passed the Tawa Flat bridge he noticed a car coming towards them, without lights, on the wrong side of the road. Walters passed the car on the right side of the road to avoid a collision. As the car was nearly abreast of them he noticed the right hand lamp go on. <box>146 478 274 603</box>
byline: (By Telegraph.—Press Association.) <box>155 1873 265 1883</box>
paragraph: The response to the street appeal was most encouraging, the total collected being only £130 1s 10d. <box>690 1262 818 1291</box>
paragraph: On the question of trade between Japan and New Zealand, which is part of his mission to foster, Mr. Inoue had some observations to make. It was a matter of reciprocity, he said. At present Japan bought about £400,000 worth of goods annually from New Zealand, and New Zealand bought between £200,000 and £400,000 worth from Japan, so the balance of trade was rather in favour of Japan. <box>826 703 954 809</box>
paragraph: In answer to his Honour, witness said that Dwan had used the argument that the picture theatre was to be built on the estate to keep up the price of the section he had taken in Petone. <box>282 777 410 826</box>
byline: (By Telegraph.—Press Association.) <box>563 1160 673 1170</box>
table-row: Mt. Victoria Progressive Lodge 5 0 0 <box>691 1363 817 1382</box>
paragraph: He will stay here a couple of days while paying his respects to the Government, and will subsequently visit Christchurch and Dunedin before returning to Auckland in time to catch the boat on 24th December for Sydney, his headquarters. <box>826 193 954 260</box>
paragraph: CHRISTCHURCH, 10th Dec. <box>698 318 797 328</box>
deck: PLANS AND SPECIFICATIONS <box>305 96 387 117</box>
paragraph: LONDON, 10th December. <box>970 483 1060 493</box>
paragraph: their speed was 25 miles per hour was based on his observation, and was not merely an estimate. He had been talking sober of the evening of the summer and was at the same time observing the speedometer. <box>146 32 274 89</box>
byline: (Special to "The Evening Post.") <box>705 308 803 318</box>
subheading: WHEN THE CRASH CAME. <box>18 818 130 828</box>
byline: (Special to "The Evening Post.") <box>569 793 667 803</box>
paragraph: "The demand for land remains brisk and the price of land is high. Most of the freehold land is held by Norfolk Islanders who inherited it from their forebears. Five of the original band of Pitcairn Islanders who landed there in 1856 died during the year. There are now only three men and five women survivors. The average age of the deceased Pitcairners was 85 years." <box>962 1040 1104 1127</box>
column-2 <box>146 32 274 2037</box>
deck: ANOTHER MAYORAL VIEW <box>691 283 817 294</box>
table-row: Per Mr. P. Fraser: <box>691 1438 746 1448</box>
paragraph: Mr. Edny said he had retired many years ago from the ministry and was at present living on superannuation of £2 per week. He was only one of hundreds of pensioners and other aged persons living on a small allowance, and he considered it iniquitous that they should be called upon to pay the same amount as the wealthiest people of the country. <box>554 914 682 1011</box>
paragraph: So said the Mayor of Christchurch (the Rev. J. K. Archer) to-day in commenting on the action of the Mayor of Wellington in opening a public subscription list to provide funds on which to claim the Unemployment Board's subsidy. <box>690 429 818 497</box>
paragraph: His Honour: "I have not got to consider that, surely. I have got to consider what damage Mr. Jorgensen suffered. The power, or at least the power, has not been exercised." <box>418 337 546 386</box>
paragraph: Commander Lyon Berthand, who participated in the Zeebrugge raid on board H.M.S. Vindictive, was married to Mrs. Doris Marjorie Browne, of Wimbledon. After their honeymoon they will proceed to New Zealand, where Commander Berthand will take up an appointment at the Naval Base at Auckland. <box>962 1335 1104 1413</box>
late-news-banner: LATE NEWS <box>962 34 1104 117</box>
paragraph: His Honour: "It was realised, of course, that a large sum—by that it was meant a sum running into thousands—could not be expected, because a great deal of the damage had been undone by the settlement. Nevertheless, counsel thought that the damages should reasonably compensate the plaintiff for the mental worry and anxiety that he had suffered in consequence of the letter." <box>418 506 546 612</box>
paragraph: Mr. J. M'Donald, of Takapuna, moved the adoption of a remit from the Northcote District High School, suggesting to the Education Board that in making new appointments of teachers it should give consideration to the objective of having boys taught by men and girls by women. <box>418 1338 546 1415</box>
headline-council-too-large: COUNCIL TOO LARGE <box>168 1947 252 1973</box>
paragraph: "When we were between Ngahauranga and Kaiwarra a large red-coloured motor-car passed us going in the same direction," said Mr. Bigham. "We were travelling at 25 miles an hour, as this car was driving considerably faster. There was no collision between that car and our car. That car was ahead of our car when our car collided with another motor-car. We had just passed the new overhead bridge on the Wellington side of Ngahauranga, and were on our correct side of the road travelling at a speed that I estimate at 25 miles per hour, and on, as far as I remember, the right side of the road, when I saw what looked like a shadow directly in front of us. Then came the crash, and I next remember trying to get Dr. Findlater out of our wrecked car. While I was doing this a third car came up from the city, I think, though I did not see it, and ran into our car. In my opinion, the car with which our car first collided did not have any headlights burning. I was looking ahead as we turned into the straight piece of road where the collision took place, and I saw no lights of any approaching car. I am practically certain that if this car had been lighted I would have seen it. <box>10 1187 138 1495</box>
paragraph: On the action commenced yesterday in which Mr. Jorgensen claimed for the recovery of £819 2s professional fees and Mr. Dwan counter-claimed for £800, Mr. Dwan would pay Jorgensen £200 and would give him a discharge for the £300 admittedly due on the counter-claim. The parties had not been able to agree as to the amount of damages that should be awarded in respect of the second action—a claim by Jorgensen against Dwan for £2000 damages for alleged libel. It had been agreed, subject to the Court's concurrence, to ask his Honour to assess the damages. In addition, on behalf of Mr. Dwan, he wished to withdraw in Court the allegations made in the letters, the subject matter of the action. So far as the remaining two actions were concerned, it had been agreed to reimburse Jorgensen in respect of his property, except that Mr. Dwan took no liability in connection with the first mortgage, interest, rates, etc. <box>282 1454 410 1704</box>
deck: CONTRACT FOR BOUT <box>983 1175 1083 1186</box>
paragraph: It was decided to disapprove of the regulations subject to numbers being kept in the records of the Education Board instead of the pupils' names. <box>146 1767 274 1806</box>
paragraph: From the Community Stores cigarettes and tobacco, valued at £6, and £2 10s in cash were stolen, and from Walter's establishment an assortment of both male and female wearing apparel, valued at £30, was taken, as well as two suitcases and £4 in silver, was removed. <box>826 1529 954 1606</box>
paragraph: In the Rugby League county championship, Cumberland beat Kent by 33 points to 8. <box>962 1462 1104 1491</box>
paragraph: A poll of ratepayers taken yesterday on the question of declaring the Cambridge Borough a Fire Board District was carried by 64 votes to 36. Very little interest was taken, as the small polling indicates. <box>962 1638 1104 1686</box>
paragraph: Witness said he had been sued once, and he himself had issued and often people once or twice. He denied he had been a litigant many times. <box>282 1099 410 1138</box>
table-row: C. C. Aitken 1 0 0 <box>691 1476 817 1486</box>
subheading: SHORT OF FUNDS. <box>307 829 385 839</box>
headline-school-offences: SCHOOL OFFENCES <box>173 1501 247 1535</box>
deck: HEAVY TRAFFIC FEES <box>838 973 942 984</box>
byline: (By Telegraph.—Press Association.) <box>835 1437 945 1447</box>
paragraph: DUNEDIN, This Day. <box>154 1883 227 1893</box>
paragraph: His Honour: "I should like to say that it is very much to the credit of the parties that they have come to an agreement." Mr. O'Leary said he wished to say that Mr. Dwan did not in any way support the allegation. <box>282 1707 410 1765</box>
paragraph: An inquest into the death of Alfred John Brazell Wiggs, a retired Civil Servant, aged 63, who was killed on 17th November as the result of a collision between the new Tawa Flat deviation overhead bridge and Ngahauranga, was opened at the Magistrate's Court to-day before the Coroner, Mr. J. S. Barton, S.M. <box>10 151 138 237</box>
paragraph: The Mayor said that there was no question of the borough's bona fides; the work had been undertaken to relieve unemployment. It was decided to protest to the board. <box>554 1243 682 1291</box>
paragraph: AUCKLAND, This Day. <box>562 803 643 813</box>
paragraph: Reference to the case was made in yesterday's "Post," and also to three actions to follow, in which a claim by Jorgensen against Dwan for £4000 damages for alleged libel. <box>282 366 410 414</box>
paragraph: "I am of the opinion that the regulations are valid and that this inquiry should proceed," said Mr. Page in his judgment after discussing the law. <box>826 1204 954 1252</box>
paragraph: Before hearing the evidence, Mr. Barton pointed out that the inquiry promised to be of a kind that was not uncommon now. All the materials before him covered the ground for an inquest as it would show when, where, and in what manner Mr. Wiggs met his death. He proposed to exclude anything that might tend to show criminality or trace negligence or contributory negligence. He would investigate anything in the statements that in the public interest should be inquired into. <box>10 390 138 524</box>
dateline: (Received 11th December, 2 p.m.) <box>981 1313 1085 1323</box>
deck: RECORD OF PUNISHMENTS <box>146 1540 274 1551</box>
deck: APPEAL TO MINISTER <box>705 915 803 925</box>
paragraph: The council resolved to again telegraph to Mr. Ransom, and also the Unemployment Board, asking if there were any special conditions regarding subsidies, and pointing out that the proposed work was nearly all labour, and also that it was worth nearly £1 a week for each man more than road work in the backblocks. <box>690 111 818 198</box>
paragraph: THAMES, This Day. <box>562 1170 631 1180</box>
paragraph: In his opening address, which traversed considerable ground, Mr. P. B. Fitzherbert said that plaintiff had been in business for many years in Palmerston North. Originally he had come from Denmark, where he had received his training. He was a naturalised British subject and had been in New Zealand about 38 years. It was claimed that the defendant, according to his letter-heads, was a hotel broker, financier, auctioneer, and land and estate agent. Among other things, Mr. Dwan was claimed to be the owner of a fair number of hotels and also of blocks of land. Counsel said that for practically two years Jorgensen had regarded Dwan as a benefactor. <box>282 551 410 733</box>
column-4 <box>418 32 546 1532</box>
headline-mayors-fund: THE MAYOR'S FUND <box>701 1216 807 1228</box>
